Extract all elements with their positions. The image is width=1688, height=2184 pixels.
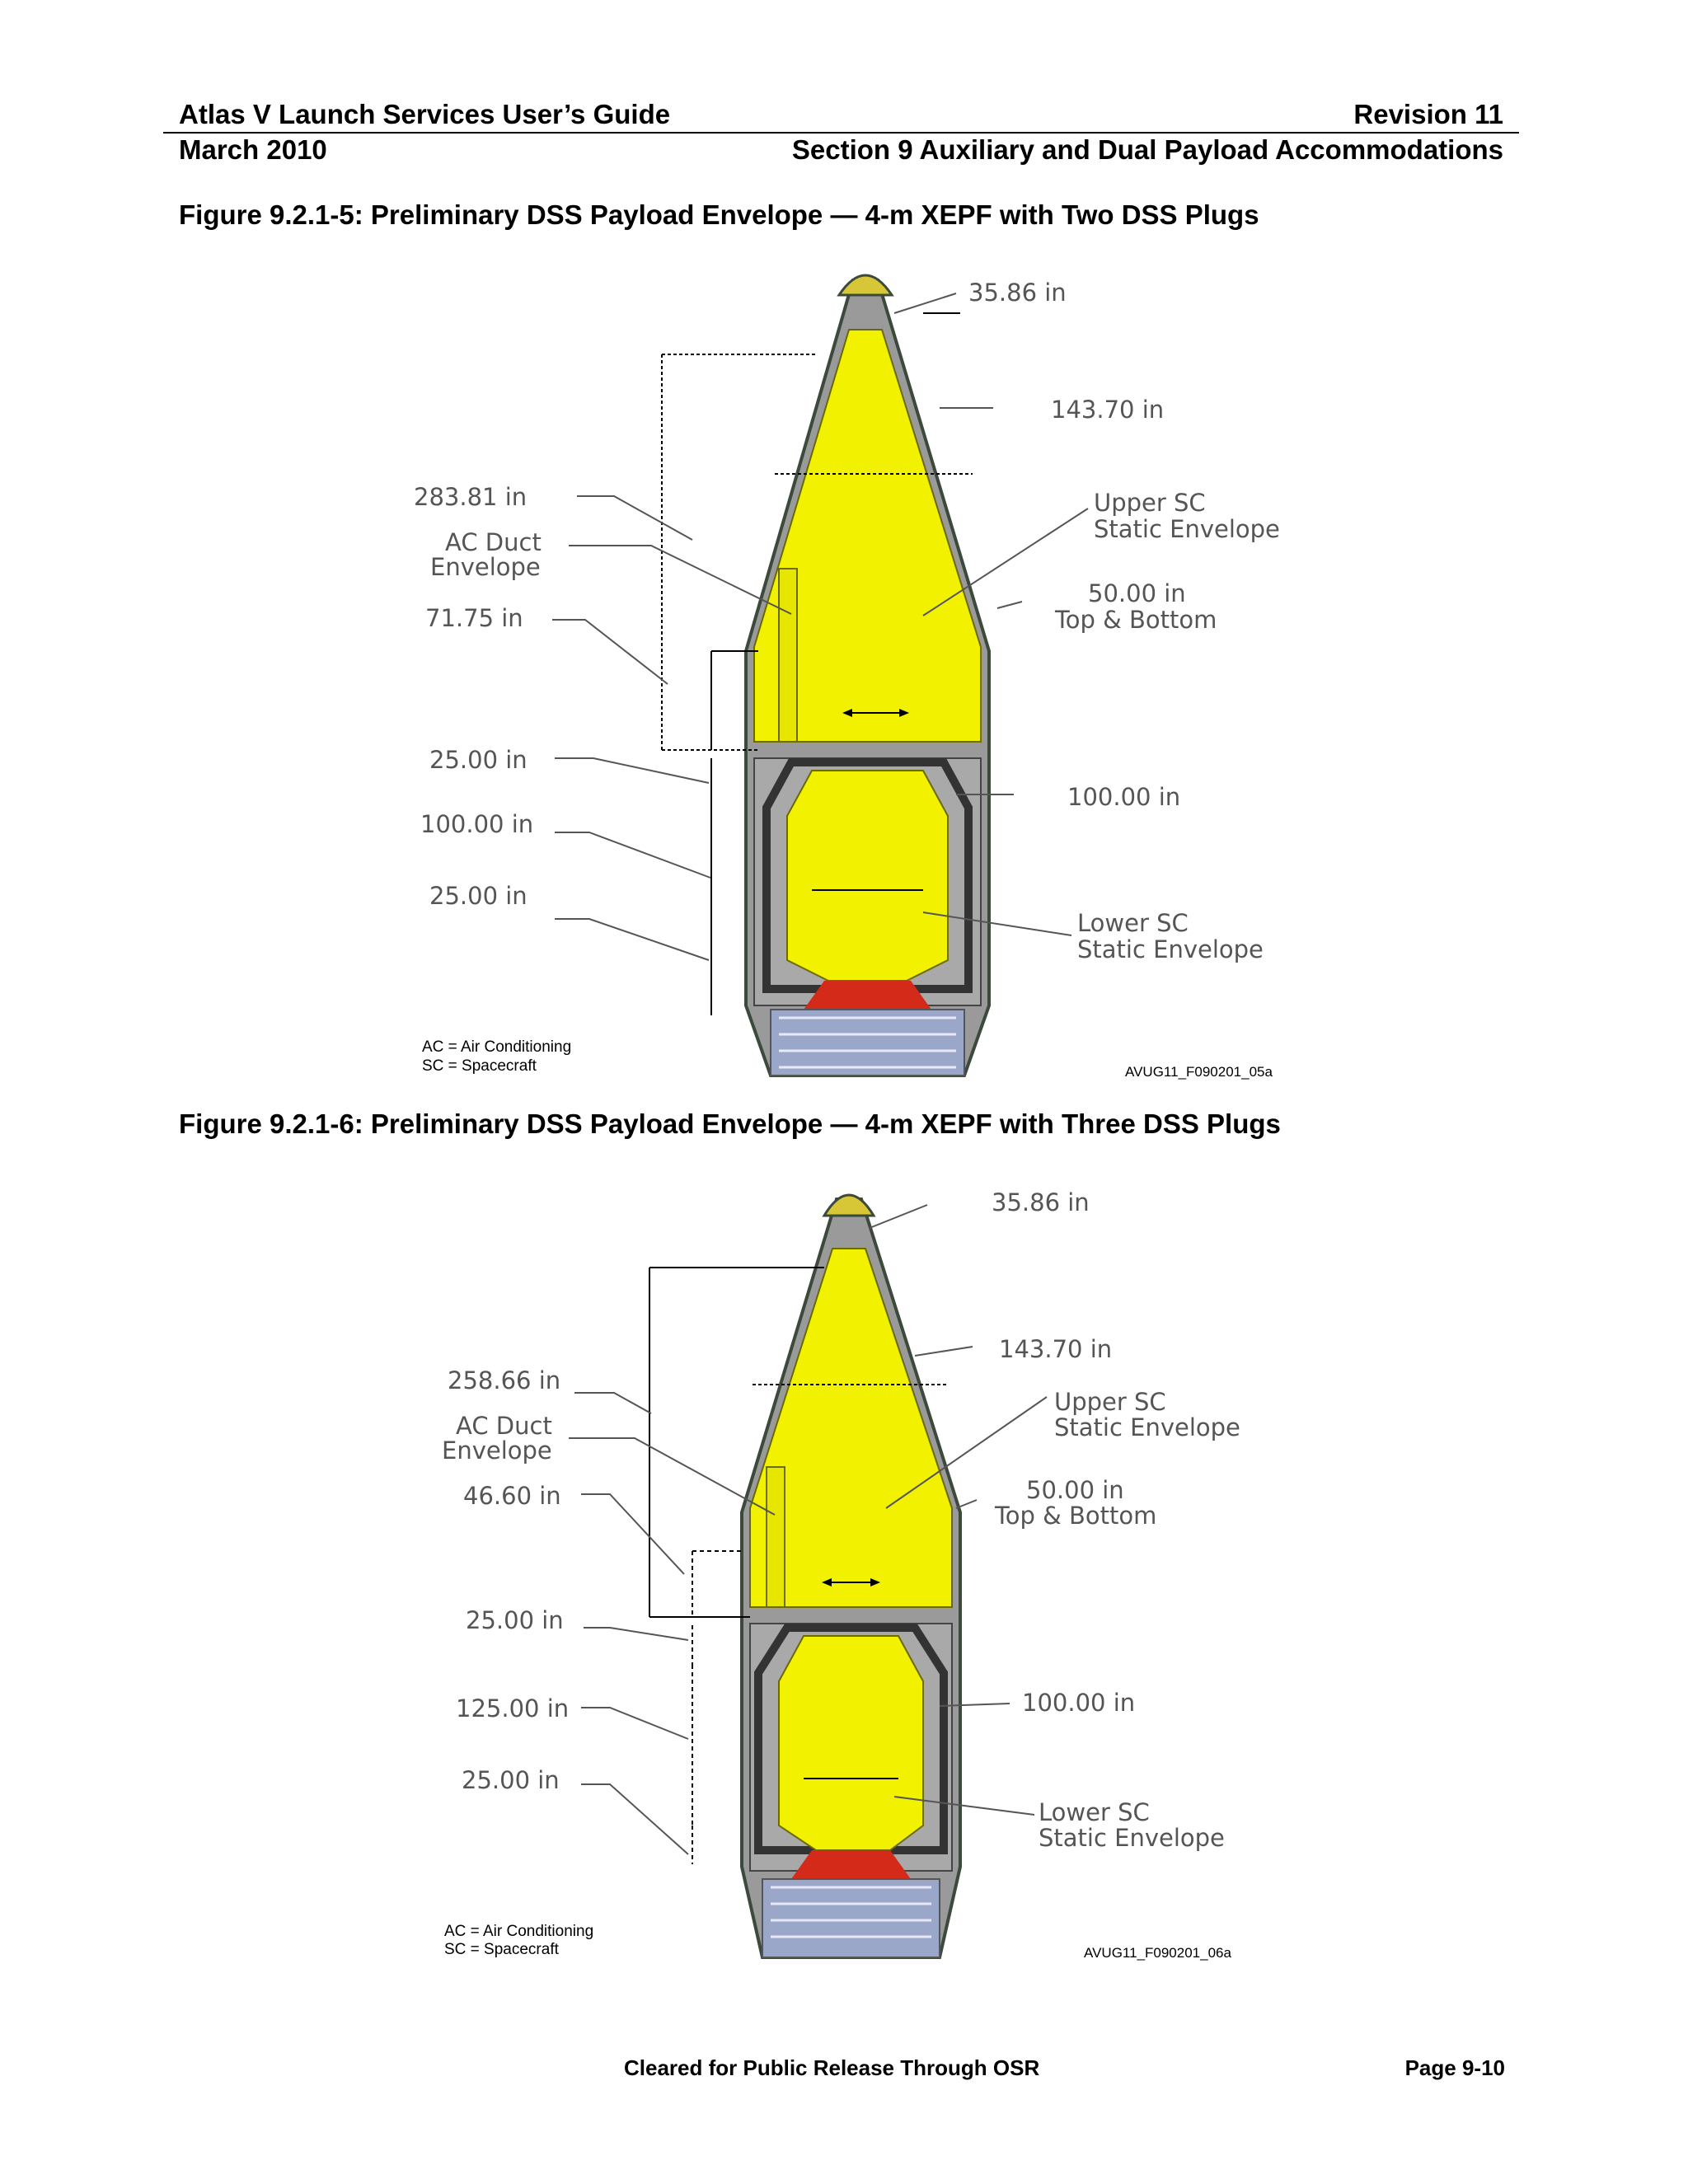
- upper-sc-label-line1: Upper SC: [1054, 1388, 1166, 1416]
- gap-top-label: 25.00 in: [466, 1606, 564, 1634]
- gap-top-label: 25.00 in: [429, 746, 528, 774]
- document-title: Atlas V Launch Services User’s Guide: [179, 99, 671, 129]
- figure-2-caption: Figure 9.2.1-6: Preliminary DSS Payload Envelope — 4-m XEPF with Three DSS Plugs: [179, 1108, 1281, 1139]
- lower-sc-label-line1: Lower SC: [1039, 1798, 1150, 1826]
- legend-sc: SC = Spacecraft: [444, 1941, 559, 1958]
- page-number: Page 9-10: [1404, 2055, 1505, 2080]
- figure-id: AVUG11_F090201_06a: [1084, 1945, 1231, 1961]
- ac-duct-label-line2: Envelope: [430, 553, 541, 581]
- gap-bottom-label: 25.00 in: [429, 882, 528, 910]
- ac-duct-label-line2: Envelope: [442, 1436, 552, 1465]
- revision-label: Revision 11: [1353, 99, 1503, 129]
- upper-sc-label-line1: Upper SC: [1094, 489, 1206, 517]
- fairing-drawing: [742, 1195, 960, 1957]
- top-diameter-label: 35.86 in: [968, 279, 1067, 307]
- lower-diameter-label: 100.00 in: [1022, 1689, 1136, 1717]
- figure-1-diagram: [0, 264, 1688, 1088]
- figure-2-diagram: [0, 1170, 1688, 1994]
- lower-sc-label-line2: Static Envelope: [1077, 935, 1264, 963]
- section-title: Section 9 Auxiliary and Dual Payload Accommodations: [791, 134, 1503, 165]
- lower-diameter-label: 100.00 in: [1067, 783, 1181, 811]
- cylinder-height-label: 71.75 in: [425, 604, 523, 632]
- cone-diameter-label: 143.70 in: [1051, 396, 1165, 424]
- document-date: March 2010: [179, 134, 327, 165]
- release-statement: Cleared for Public Release Through OSR: [624, 2055, 1040, 2080]
- top-bottom-label-line1: 50.00 in: [1026, 1476, 1124, 1504]
- lower-height-label: 125.00 in: [456, 1694, 570, 1722]
- top-bottom-label-line1: 50.00 in: [1088, 579, 1186, 607]
- upper-height-label: 258.66 in: [448, 1366, 561, 1394]
- top-bottom-label-line2: Top & Bottom: [995, 1502, 1157, 1530]
- lower-height-label: 100.00 in: [420, 810, 534, 838]
- ac-duct-label-line1: AC Duct: [445, 528, 542, 556]
- legend-ac: AC = Air Conditioning: [422, 1038, 572, 1056]
- upper-sc-label-line2: Static Envelope: [1054, 1413, 1240, 1441]
- top-bottom-label-line2: Top & Bottom: [1055, 606, 1217, 634]
- figure-1-caption: Figure 9.2.1-5: Preliminary DSS Payload Envelope — 4-m XEPF with Two DSS Plugs: [179, 199, 1259, 230]
- upper-sc-label-line2: Static Envelope: [1094, 515, 1280, 543]
- gap-bottom-label: 25.00 in: [462, 1766, 560, 1794]
- top-diameter-label: 35.86 in: [992, 1188, 1090, 1216]
- upper-height-label: 283.81 in: [414, 483, 528, 511]
- legend-sc: SC = Spacecraft: [422, 1057, 537, 1075]
- lower-sc-label-line2: Static Envelope: [1039, 1824, 1225, 1852]
- fairing-drawing: [746, 275, 989, 1076]
- cylinder-height-label: 46.60 in: [463, 1482, 561, 1510]
- lower-sc-label-line1: Lower SC: [1077, 909, 1189, 937]
- ac-duct-label-line1: AC Duct: [456, 1412, 552, 1440]
- figure-id: AVUG11_F090201_05a: [1125, 1064, 1273, 1080]
- header-rule: [163, 132, 1519, 134]
- legend-ac: AC = Air Conditioning: [444, 1923, 594, 1940]
- cone-diameter-label: 143.70 in: [999, 1335, 1113, 1363]
